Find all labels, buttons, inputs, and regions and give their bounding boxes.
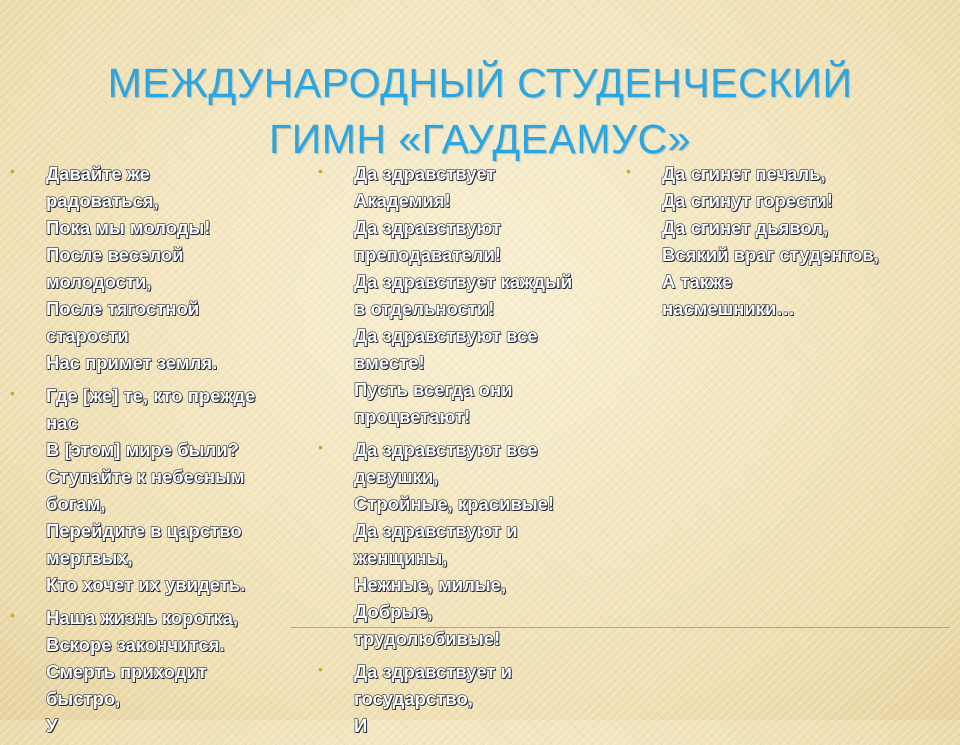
verse-item — [318, 160, 610, 430]
verse-item — [318, 658, 610, 739]
verse-item — [10, 382, 295, 598]
verse-text: Да сгинет печаль, Да сгинут горести! Да сгинет дьявол, Всякий враг студентов, А также насмешники… — [662, 163, 879, 319]
verse-column-3 — [626, 160, 926, 328]
verse-text: Да здравствует Академия! Да здравствуют преподаватели! Да здравствует каждый в отдельности! Да здравствуют все вместе! Пусть всегда они процветают! — [354, 163, 573, 427]
bullet-icon: • — [10, 607, 15, 623]
bullet-icon: • — [10, 385, 15, 401]
bullet-icon: • — [318, 661, 323, 677]
verse-text: Где [же] те, кто прежде нас В [этом] мире были? Ступайте к небесным богам, Перейдите в царство мертвых, Кто хочет их увидеть. — [46, 385, 256, 595]
verse-column-1 — [10, 160, 295, 745]
bullet-icon: • — [626, 163, 631, 179]
verse-text: Давайте же радоваться, Пока мы молоды! После веселой молодости, После тягостной старости Нас примет земля. — [46, 163, 218, 373]
verse-text: Да здравствует и государство, И — [354, 661, 512, 736]
verse-text: Да здравствуют все девушки, Стройные, красивые! Да здравствуют и женщины, Нежные, милые, Добрые, трудолюбивые! — [354, 439, 555, 649]
verse-column-2 — [318, 160, 610, 745]
verse-item — [318, 436, 610, 652]
verse-item — [626, 160, 926, 322]
title-line-1: МЕЖДУНАРОДНЫЙ СТУДЕНЧЕСКИЙ — [107, 60, 853, 107]
verse-item — [10, 160, 295, 376]
bullet-icon: • — [10, 163, 15, 179]
verse-item — [10, 604, 295, 739]
slide-title — [0, 55, 960, 167]
bullet-icon: • — [318, 439, 323, 455]
bullet-icon: • — [318, 163, 323, 179]
title-line-2: ГИМН «ГАУДЕАМУС» — [269, 116, 691, 163]
verse-text: Наша жизнь коротка, Вскоре закончится. Смерть приходит быстро, У — [46, 607, 239, 736]
